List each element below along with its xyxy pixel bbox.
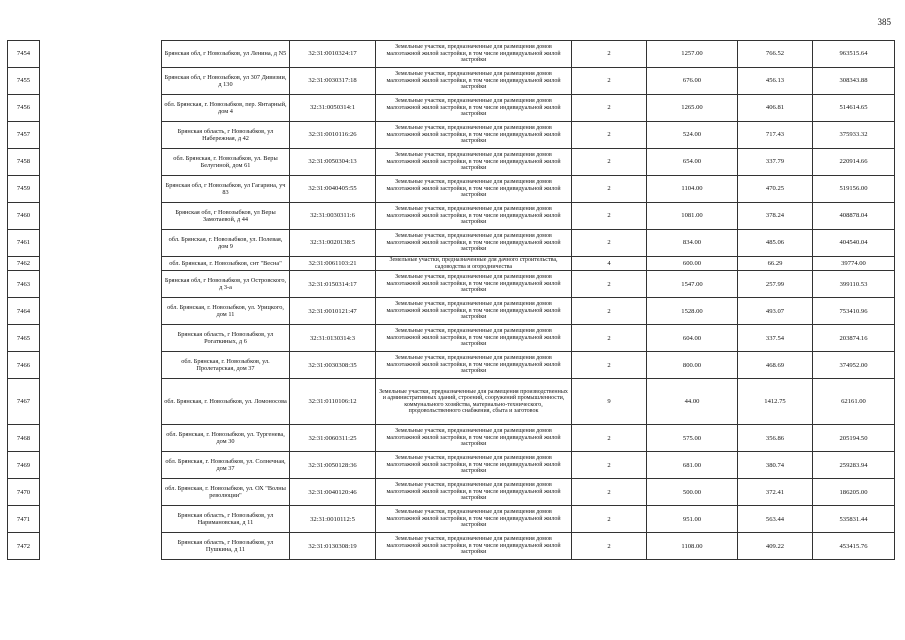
cadastral-number-cell: 32:31:0010324:17 [290, 41, 376, 68]
area-cell: 676.00 [647, 68, 738, 95]
spacer-cell [40, 506, 162, 533]
group-cell: 2 [572, 230, 647, 257]
specific-value-cell: 409.22 [738, 533, 813, 560]
specific-value-cell: 337.79 [738, 149, 813, 176]
group-cell: 2 [572, 352, 647, 379]
address-cell: Брянская область, г Новозыбков, ул Рогаткиных, д 6 [162, 325, 290, 352]
group-cell: 2 [572, 506, 647, 533]
land-use-cell: Земельные участки, предназначенные для размещения домов малоэтажной жилой застройки, в том числе индивидуальной жилой застройки [376, 479, 572, 506]
table-row [8, 533, 895, 560]
specific-value-cell: 1412.75 [738, 379, 813, 425]
land-use-cell: Земельные участки, предназначенные для размещения домов малоэтажной жилой застройки, в том числе индивидуальной жилой застройки [376, 352, 572, 379]
group-cell: 2 [572, 298, 647, 325]
address-cell: обл. Брянская, г. Новозыбков, ул. ОХ "Волны революции" [162, 479, 290, 506]
cadastral-number-cell: 32:31:0060311:25 [290, 425, 376, 452]
table-row [8, 452, 895, 479]
row-number-cell: 7467 [8, 379, 40, 425]
cadastral-number-cell: 32:31:0010116:26 [290, 122, 376, 149]
spacer-cell [40, 271, 162, 298]
cadastral-number-cell: 32:31:0020138:5 [290, 230, 376, 257]
area-cell: 1528.00 [647, 298, 738, 325]
group-cell: 2 [572, 479, 647, 506]
cadastral-value-cell: 408878.04 [813, 203, 895, 230]
cadastral-number-cell: 32:31:0030317:18 [290, 68, 376, 95]
row-number-cell: 7455 [8, 68, 40, 95]
row-number-cell: 7454 [8, 41, 40, 68]
area-cell: 1104.00 [647, 176, 738, 203]
land-use-cell: Земельные участки, предназначенные для размещения домов малоэтажной жилой застройки, в том числе индивидуальной жилой застройки [376, 68, 572, 95]
cadastral-value-cell: 963515.64 [813, 41, 895, 68]
area-cell: 575.00 [647, 425, 738, 452]
table-row [8, 325, 895, 352]
row-number-cell: 7466 [8, 352, 40, 379]
specific-value-cell: 766.52 [738, 41, 813, 68]
spacer-cell [40, 257, 162, 271]
spacer-cell [40, 95, 162, 122]
cadastral-number-cell: 32:31:0010121:47 [290, 298, 376, 325]
specific-value-cell: 470.25 [738, 176, 813, 203]
group-cell: 2 [572, 149, 647, 176]
address-cell: Брянская обл, г Новозыбков, ул Островского, д 3-а [162, 271, 290, 298]
row-number-cell: 7458 [8, 149, 40, 176]
spacer-cell [40, 425, 162, 452]
address-cell: Брянская область, г Новозыбков, ул Набережная, д 42 [162, 122, 290, 149]
cadastral-value-cell: 203874.16 [813, 325, 895, 352]
cadastral-value-cell: 62161.00 [813, 379, 895, 425]
cadastral-value-cell: 308343.88 [813, 68, 895, 95]
cadastral-number-cell: 32:31:0010112:5 [290, 506, 376, 533]
row-number-cell: 7456 [8, 95, 40, 122]
cadastral-value-cell: 753410.96 [813, 298, 895, 325]
specific-value-cell: 717.43 [738, 122, 813, 149]
cadastral-value-cell: 519156.00 [813, 176, 895, 203]
cadastral-value-cell: 259283.94 [813, 452, 895, 479]
area-cell: 951.00 [647, 506, 738, 533]
table-row [8, 95, 895, 122]
cadastral-number-cell: 32:31:0050128:36 [290, 452, 376, 479]
group-cell: 2 [572, 95, 647, 122]
address-cell: обл. Брянская, г. Новозыбков, ул. Урицкого, дом 11 [162, 298, 290, 325]
area-cell: 654.00 [647, 149, 738, 176]
land-use-cell: Земельные участки, предназначенные для размещения домов малоэтажной жилой застройки, в том числе индивидуальной жилой застройки [376, 203, 572, 230]
area-cell: 1265.00 [647, 95, 738, 122]
group-cell: 2 [572, 533, 647, 560]
cadastral-value-cell: 453415.76 [813, 533, 895, 560]
specific-value-cell: 372.41 [738, 479, 813, 506]
address-cell: обл. Брянская, г. Новозыбков, ул. Пролетарская, дом 37 [162, 352, 290, 379]
land-use-cell: Земельные участки, предназначенные для размещения домов малоэтажной жилой застройки, в том числе индивидуальной жилой застройки [376, 176, 572, 203]
spacer-cell [40, 479, 162, 506]
specific-value-cell: 456.13 [738, 68, 813, 95]
address-cell: Брянская область, г Новозыбков, ул Пушкина, д 11 [162, 533, 290, 560]
row-number-cell: 7460 [8, 203, 40, 230]
row-number-cell: 7472 [8, 533, 40, 560]
cadastral-value-cell: 399110.53 [813, 271, 895, 298]
row-number-cell: 7470 [8, 479, 40, 506]
specific-value-cell: 468.69 [738, 352, 813, 379]
group-cell: 9 [572, 379, 647, 425]
specific-value-cell: 380.74 [738, 452, 813, 479]
area-cell: 1547.00 [647, 271, 738, 298]
address-cell: обл. Брянская, г. Новозыбков, ул. Солнечная, дом 37 [162, 452, 290, 479]
cadastral-value-table [7, 40, 895, 560]
table-row [8, 298, 895, 325]
group-cell: 2 [572, 271, 647, 298]
address-cell: обл. Брянская, г. Новозыбков, ул. Полевая, дом 9 [162, 230, 290, 257]
area-cell: 500.00 [647, 479, 738, 506]
cadastral-number-cell: 32:31:0110106:12 [290, 379, 376, 425]
group-cell: 2 [572, 122, 647, 149]
land-use-cell: Земельные участки, предназначенные для размещения домов малоэтажной жилой застройки, в том числе индивидуальной жилой застройки [376, 506, 572, 533]
area-cell: 1081.00 [647, 203, 738, 230]
cadastral-number-cell: 32:31:0030308:35 [290, 352, 376, 379]
group-cell: 2 [572, 176, 647, 203]
address-cell: обл. Брянская, г. Новозыбков, пер. Янтарный, дом 4 [162, 95, 290, 122]
address-cell: обл. Брянская, г. Новозыбков, ул. Ломоносова [162, 379, 290, 425]
specific-value-cell: 406.81 [738, 95, 813, 122]
page-number: 385 [877, 17, 891, 27]
cadastral-value-cell: 220914.66 [813, 149, 895, 176]
cadastral-value-cell: 186205.00 [813, 479, 895, 506]
area-cell: 834.00 [647, 230, 738, 257]
table-row [8, 425, 895, 452]
address-cell: Брянская обл, г Новозыбков, ул Гагарина, уч 83 [162, 176, 290, 203]
address-cell: Брянская обл, г Новозыбков, ул 307 Дивизии, д 130 [162, 68, 290, 95]
specific-value-cell: 378.24 [738, 203, 813, 230]
cadastral-value-cell: 39774.00 [813, 257, 895, 271]
group-cell: 2 [572, 425, 647, 452]
land-use-cell: Земельные участки, предназначенные для размещения домов малоэтажной жилой застройки, в том числе индивидуальной жилой застройки [376, 325, 572, 352]
specific-value-cell: 493.07 [738, 298, 813, 325]
land-use-cell: Земельные участки, предназначенные для размещения домов малоэтажной жилой застройки, в том числе индивидуальной жилой застройки [376, 95, 572, 122]
group-cell: 2 [572, 452, 647, 479]
spacer-cell [40, 68, 162, 95]
table-row [8, 352, 895, 379]
address-cell: Брянская обл, г Новозыбков, ул Ленина, д N5 [162, 41, 290, 68]
row-number-cell: 7464 [8, 298, 40, 325]
land-use-cell: Земельные участки, предназначенные для размещения производственных и административных зданий, строений, сооружений промышленности, коммунального хозяйства, материально-технического, продовольственного снабжения, сбыта и заготовок [376, 379, 572, 425]
area-cell: 800.00 [647, 352, 738, 379]
row-number-cell: 7471 [8, 506, 40, 533]
spacer-cell [40, 41, 162, 68]
specific-value-cell: 337.54 [738, 325, 813, 352]
area-cell: 1108.00 [647, 533, 738, 560]
cadastral-number-cell: 32:31:0040120:46 [290, 479, 376, 506]
table-body [8, 41, 895, 560]
spacer-cell [40, 298, 162, 325]
group-cell: 2 [572, 68, 647, 95]
area-cell: 681.00 [647, 452, 738, 479]
land-use-cell: Земельные участки, предназначенные для размещения домов малоэтажной жилой застройки, в том числе индивидуальной жилой застройки [376, 271, 572, 298]
cadastral-number-cell: 32:31:0061103:21 [290, 257, 376, 271]
cadastral-value-cell: 374952.00 [813, 352, 895, 379]
specific-value-cell: 485.06 [738, 230, 813, 257]
table-row [8, 257, 895, 271]
row-number-cell: 7459 [8, 176, 40, 203]
address-cell: обл. Брянская, г. Новозыбков, ул. Веры Белугиной, дом 61 [162, 149, 290, 176]
table-row [8, 271, 895, 298]
row-number-cell: 7461 [8, 230, 40, 257]
land-use-cell: Земельные участки, предназначенные для размещения домов малоэтажной жилой застройки, в том числе индивидуальной жилой застройки [376, 149, 572, 176]
row-number-cell: 7463 [8, 271, 40, 298]
group-cell: 2 [572, 41, 647, 68]
specific-value-cell: 66.29 [738, 257, 813, 271]
address-cell: обл. Брянская, г. Новозыбков, ул. Тургенева, дом 30 [162, 425, 290, 452]
table-row [8, 122, 895, 149]
address-cell: обл. Брянская, г. Новозыбков, снт "Весна" [162, 257, 290, 271]
address-cell: Брянская область, г Новозыбков, ул Наримановская, д 11 [162, 506, 290, 533]
spacer-cell [40, 379, 162, 425]
cadastral-number-cell: 32:31:0040405:55 [290, 176, 376, 203]
table-row [8, 68, 895, 95]
group-cell: 2 [572, 203, 647, 230]
area-cell: 600.00 [647, 257, 738, 271]
specific-value-cell: 257.99 [738, 271, 813, 298]
spacer-cell [40, 203, 162, 230]
cadastral-number-cell: 32:31:0130308:19 [290, 533, 376, 560]
land-use-cell: Земельные участки, предназначенные для размещения домов малоэтажной жилой застройки, в том числе индивидуальной жилой застройки [376, 230, 572, 257]
cadastral-value-cell: 404540.04 [813, 230, 895, 257]
row-number-cell: 7462 [8, 257, 40, 271]
land-use-cell: Земельные участки, предназначенные для размещения домов малоэтажной жилой застройки, в том числе индивидуальной жилой застройки [376, 298, 572, 325]
land-use-cell: Земельные участки, предназначенные для размещения домов малоэтажной жилой застройки, в том числе индивидуальной жилой застройки [376, 425, 572, 452]
row-number-cell: 7469 [8, 452, 40, 479]
cadastral-number-cell: 32:31:0150314:17 [290, 271, 376, 298]
row-number-cell: 7465 [8, 325, 40, 352]
land-use-cell: Земельные участки, предназначенные для размещения домов малоэтажной жилой застройки, в том числе индивидуальной жилой застройки [376, 122, 572, 149]
cadastral-value-cell: 375933.32 [813, 122, 895, 149]
cadastral-value-cell: 514614.65 [813, 95, 895, 122]
specific-value-cell: 356.86 [738, 425, 813, 452]
spacer-cell [40, 352, 162, 379]
area-cell: 44.00 [647, 379, 738, 425]
group-cell: 4 [572, 257, 647, 271]
specific-value-cell: 563.44 [738, 506, 813, 533]
row-number-cell: 7457 [8, 122, 40, 149]
area-cell: 604.00 [647, 325, 738, 352]
table-row [8, 506, 895, 533]
address-cell: Брянская обл, г Новозыбков, ул Веры Замотаевой, д 44 [162, 203, 290, 230]
area-cell: 524.00 [647, 122, 738, 149]
cadastral-number-cell: 32:31:0030311:6 [290, 203, 376, 230]
table-row [8, 176, 895, 203]
table-row [8, 203, 895, 230]
spacer-cell [40, 149, 162, 176]
area-cell: 1257.00 [647, 41, 738, 68]
spacer-cell [40, 452, 162, 479]
spacer-cell [40, 122, 162, 149]
table-row [8, 41, 895, 68]
table-row [8, 230, 895, 257]
land-use-cell: Земельные участки, предназначенные для дачного строительства, садоводства и огородничества [376, 257, 572, 271]
land-use-cell: Земельные участки, предназначенные для размещения домов малоэтажной жилой застройки, в том числе индивидуальной жилой застройки [376, 41, 572, 68]
table-row [8, 379, 895, 425]
land-use-cell: Земельные участки, предназначенные для размещения домов малоэтажной жилой застройки, в том числе индивидуальной жилой застройки [376, 452, 572, 479]
group-cell: 2 [572, 325, 647, 352]
row-number-cell: 7468 [8, 425, 40, 452]
cadastral-value-cell: 205194.50 [813, 425, 895, 452]
cadastral-number-cell: 32:31:0050304:13 [290, 149, 376, 176]
spacer-cell [40, 325, 162, 352]
spacer-cell [40, 230, 162, 257]
spacer-cell [40, 176, 162, 203]
table-row [8, 149, 895, 176]
cadastral-number-cell: 32:31:0130314:3 [290, 325, 376, 352]
land-use-cell: Земельные участки, предназначенные для размещения домов малоэтажной жилой застройки, в том числе индивидуальной жилой застройки [376, 533, 572, 560]
cadastral-value-cell: 535831.44 [813, 506, 895, 533]
spacer-cell [40, 533, 162, 560]
table-row [8, 479, 895, 506]
cadastral-number-cell: 32:31:0050314:1 [290, 95, 376, 122]
